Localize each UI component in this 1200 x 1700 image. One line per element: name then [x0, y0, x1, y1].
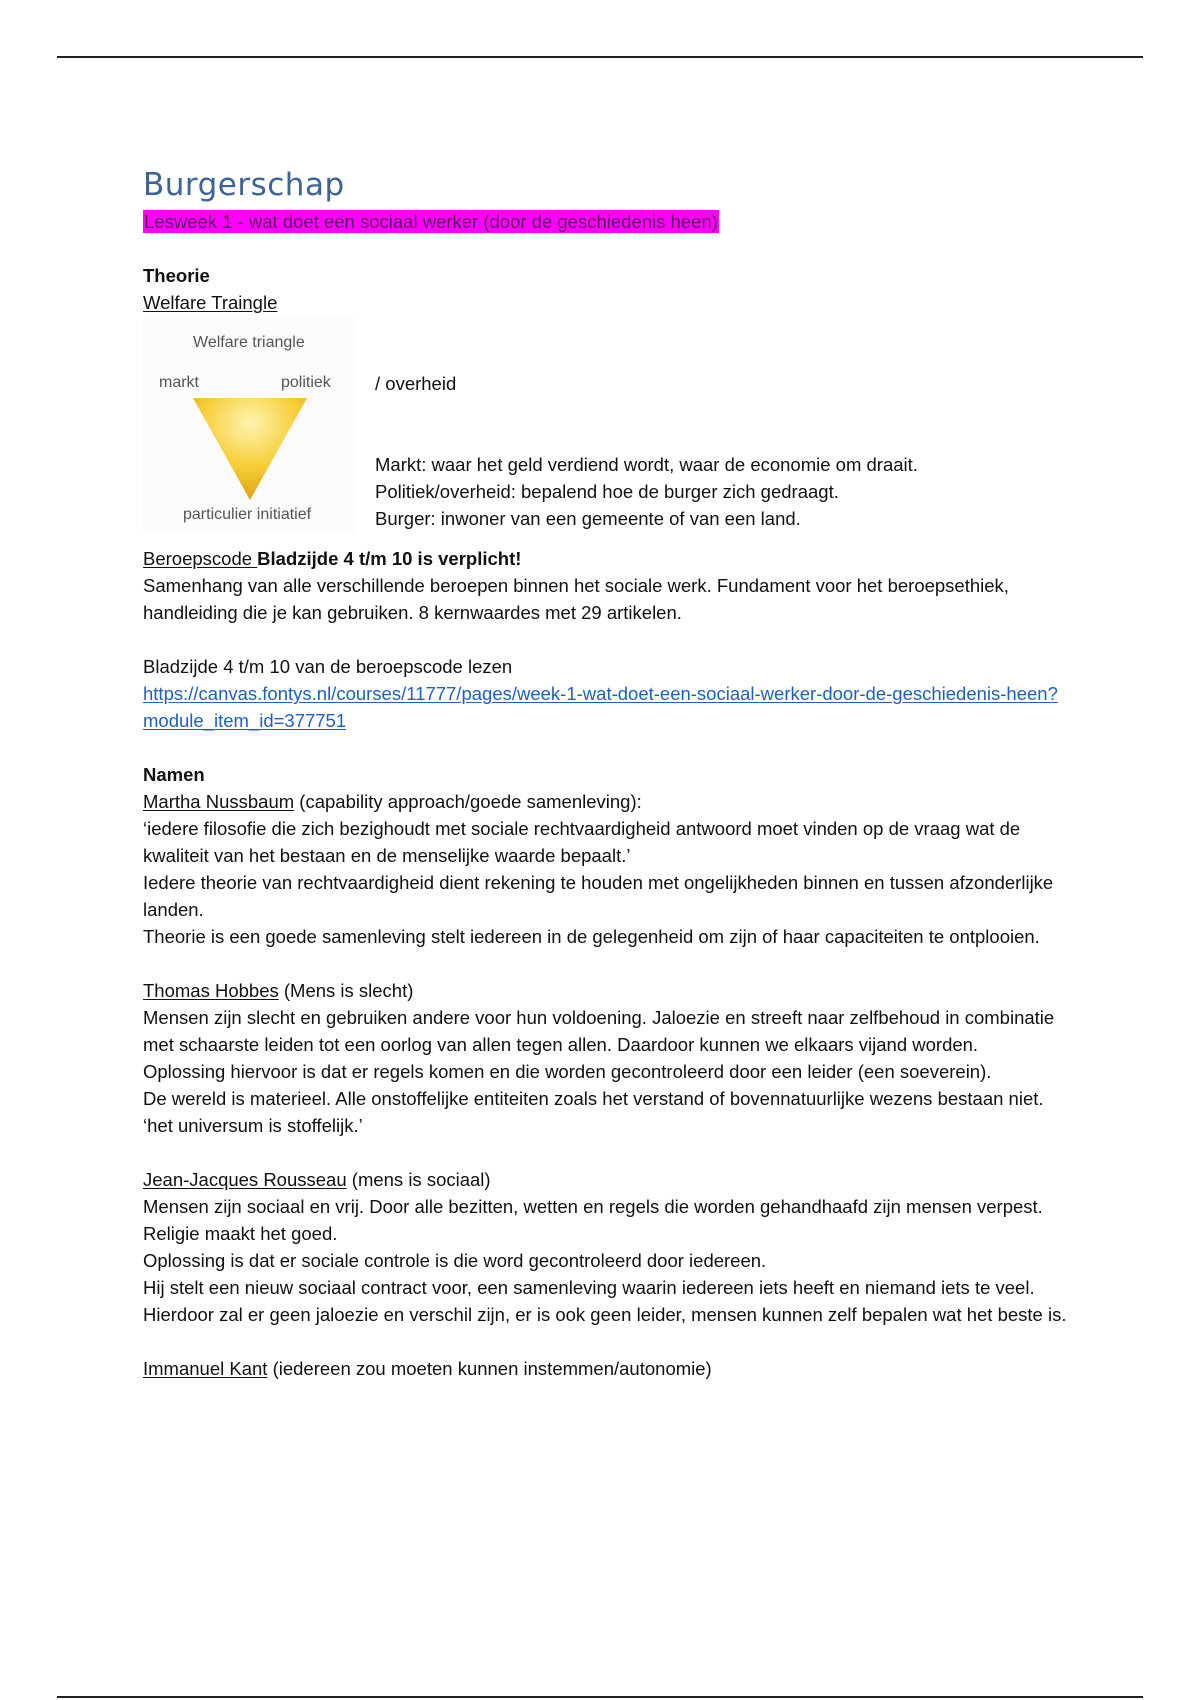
- overheid-text: / overheid: [375, 373, 457, 394]
- person-hobbes: [143, 977, 1073, 1139]
- welfare-triangle-heading: Welfare Traingle: [143, 292, 278, 313]
- person-subtitle: (iedereen zou moeten kunnen instemmen/autonomie): [267, 1358, 712, 1379]
- person-subtitle: (Mens is slecht): [278, 980, 414, 1001]
- person-line: Oplossing is dat er sociale controle is die word gecontroleerd door iedereen.: [143, 1250, 767, 1271]
- person-nussbaum: [143, 788, 1073, 950]
- definition-burger: Burger: inwoner van een gemeente of van een land.: [375, 508, 801, 529]
- figure-label-markt: markt: [159, 374, 199, 391]
- figure-label-particulier: particulier initiatief: [183, 506, 312, 523]
- beroepscode-description: Samenhang van alle verschillende beroepen binnen het sociale werk. Fundament voor het beroepsethiek, handleiding die je kan gebruiken. 8 kernwaardes met 29 artikelen.: [143, 575, 1009, 623]
- person-rousseau: [143, 1166, 1073, 1328]
- person-line: Oplossing hiervoor is dat er regels komen en die worden gecontroleerd door een leider (een soeverein).: [143, 1061, 992, 1082]
- beroepscode-heading: Beroepscode: [143, 548, 258, 569]
- document-title: Burgerschap: [143, 167, 345, 203]
- person-line: Iedere theorie van rechtvaardigheid dient rekening te houden met ongelijkheden binnen en tussen afzonderlijke landen.: [143, 872, 1054, 920]
- person-name: Immanuel Kant: [143, 1358, 268, 1379]
- beroepscode-required: Bladzijde 4 t/m 10 is verplicht!: [257, 548, 522, 569]
- inverted-triangle-icon: [191, 398, 309, 502]
- figure-label-politiek: politiek: [281, 374, 331, 391]
- person-name: Jean-Jacques Rousseau: [143, 1169, 347, 1190]
- person-line: Mensen zijn sociaal en vrij. Door alle bezitten, wetten en regels die worden gehandhaafd zijn mensen verpest. Religie maakt het goed.: [143, 1196, 1043, 1244]
- definition-markt: Markt: waar het geld verdiend wordt, waar de economie om draait.: [375, 454, 918, 475]
- page-bottom-rule: [57, 1696, 1143, 1698]
- person-subtitle: (mens is sociaal): [346, 1169, 491, 1190]
- figure-title: Welfare triangle: [193, 334, 305, 351]
- welfare-triangle-section: [143, 318, 1073, 532]
- person-line: ‘iedere filosofie die zich bezighoudt met sociale rechtvaardigheid antwoord moet vinden op de vraag wat de kwaliteit van het bestaan en de menselijke waarde bepaalt.’: [143, 818, 1021, 866]
- person-kant: [143, 1355, 1073, 1382]
- person-subtitle: (capability approach/goede samenleving):: [294, 791, 642, 812]
- person-line: Mensen zijn slecht en gebruiken andere voor hun voldoening. Jaloezie en streeft naar zelfbehoud in combinatie met schaarste leiden tot een oorlog van allen tegen allen. Daardoor kunnen we elkaars vijand worden.: [143, 1007, 1055, 1055]
- person-name: Martha Nussbaum: [143, 791, 295, 812]
- canvas-link[interactable]: https://canvas.fontys.nl/courses/11777/pages/week-1-wat-doet-een-sociaal-werker-door-de-geschiedenis-heen?module_item_id=377751: [143, 683, 1058, 731]
- welfare-triangle-figure: [143, 318, 355, 532]
- document-body: [143, 162, 1073, 1382]
- namen-heading: Namen: [143, 764, 205, 785]
- theorie-heading: Theorie: [143, 265, 210, 286]
- person-line: Hij stelt een nieuw sociaal contract voor, een samenleving waarin iedereen iets heeft en niemand iets te veel. Hierdoor zal er geen jaloezie en verschil zijn, er is ook geen leider, mensen kunnen zelf bepalen wat het beste is.: [143, 1277, 1067, 1325]
- definition-politiek: Politiek/overheid: bepalend hoe de burger zich gedraagt.: [375, 481, 839, 502]
- beroepscode-line: [143, 545, 1073, 572]
- person-line: Theorie is een goede samenleving stelt iedereen in de gelegenheid om zijn of haar capaciteiten te ontplooien.: [143, 926, 1040, 947]
- page-top-rule: [57, 56, 1143, 58]
- beroepscode-read-instruction: Bladzijde 4 t/m 10 van de beroepscode lezen: [143, 656, 513, 677]
- person-name: Thomas Hobbes: [143, 980, 279, 1001]
- welfare-definitions: [375, 318, 1015, 532]
- lesweek-subtitle-highlight: Lesweek 1 - wat doet een sociaal werker (door de geschiedenis heen): [144, 211, 718, 232]
- person-line: De wereld is materieel. Alle onstoffelijke entiteiten zoals het verstand of bovennatuurlijke wezens bestaan niet. ‘het universum is stoffelijk.’: [143, 1088, 1044, 1136]
